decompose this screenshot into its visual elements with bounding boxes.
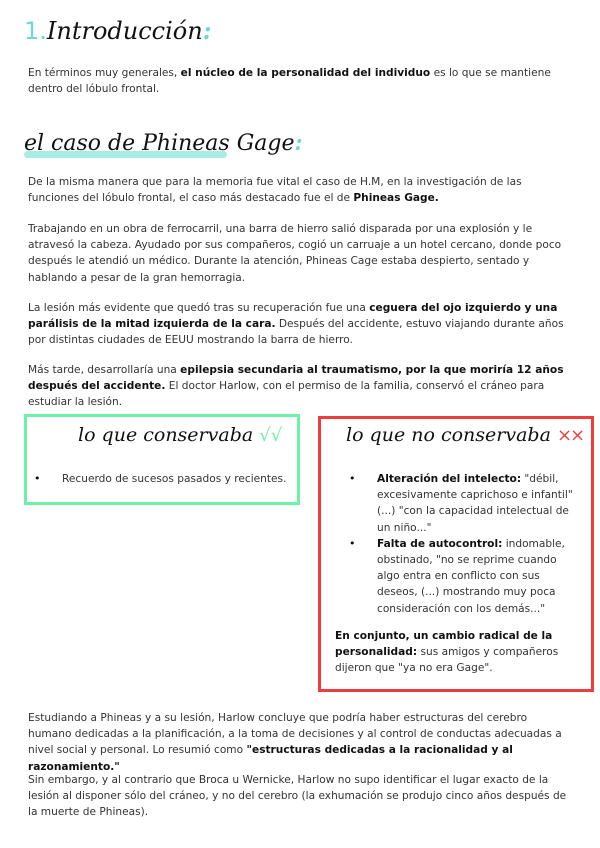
kept-box-title: lo que conservaba √√ [78, 424, 283, 446]
intro-paragraph: En términos muy generales, el núcleo de la personalidad del individuo es lo que se mantiene dentro del lóbulo frontal. [28, 67, 551, 96]
lost-list-item: • Alteración del intelecto: "débil, excesivamente caprichoso e infantil"(...) "con la capacidad intelectual de un niño..." [349, 472, 573, 534]
case-paragraph-2: Trabajando en un obra de ferrocarril, una barra de hierro salió disparada por una explosión y le atravesó la cabeza. Ayudado por sus compañeros, cogió un carruaje a un hotel cercano, donde poco después le atendió un médico. Durante la atención, Phineas Cage estaba despierto, sentado y hablando a pesar de la gran hemorragia. [28, 223, 562, 284]
lost-list-item: • Falta de autocontrol: indomable, obstinado, "no se reprime cuando algo entra en conflicto con sus deseos, (...) mostrando muy poca consideración con los demás..." [349, 536, 565, 615]
case-paragraph-1: De la misma manera que para la memoria fue vital el caso de H.M, en la investigación de las funciones del lóbulo frontal, el caso más destacado fue el de Phineas Gage. [28, 176, 522, 205]
section-1-colon: : [202, 16, 212, 45]
intro-bold: el núcleo de la personalidad del individuo [180, 67, 431, 79]
check-icon: √√ [259, 425, 283, 446]
section-2-colon: : [294, 130, 303, 156]
section-1-title: Introducción [46, 17, 203, 45]
bullet-icon: • [349, 536, 356, 550]
case-paragraph-3: La lesión más evidente que quedó tras su recuperación fue una ceguera del ojo izquierdo y una parálisis de la mitad izquierda de la cara. Después del accidente, estuvo viajando durante años por distintas ciudades de EEUU mostrando la barra de hierro. [28, 302, 564, 347]
kept-list [34, 471, 292, 487]
section-1-number: 1. [24, 17, 47, 45]
kept-list-item: • Recuerdo de sucesos pasados y recientes. [62, 471, 292, 487]
section-2-heading [24, 130, 303, 156]
section-1-heading [24, 16, 212, 45]
closing-paragraph-2: Sin embargo, y al contrario que Broca u Wernicke, Harlow no supo identificar el lugar exacto de la lesión al disponer sólo del cráneo, y no del cerebro (la exhumación se produjo cinco años después de la muerte de Phineas). [28, 774, 567, 819]
section-2-title: el caso de Phineas Gage [24, 131, 295, 156]
bullet-icon: • [349, 472, 356, 485]
case-paragraph-4: Más tarde, desarrollaría una epilepsia secundaria al traumatismo, por la que moriría 12 años después del accidente. El doctor Harlow, con el permiso de la familia, conservó el cráneo para estudiar la lesión. [28, 364, 564, 409]
bullet-icon: • [34, 472, 41, 485]
closing-paragraph-1: Estudiando a Phineas y a su lesión, Harlow concluye que podría haber estructuras del cerebro humano dedicadas a la planificación, a la toma de decisiones y al control de conductas adecuadas a nivel social y personal. Lo resumió como "estructuras dedicadas a la racionalidad y al razonamiento." [28, 712, 562, 773]
cross-icon: ×× [556, 425, 584, 446]
lost-list [349, 471, 577, 617]
lost-summary: En conjunto, un cambio radical de la personalidad: sus amigos y compañeros dijeron que "ya no era Gage". [335, 630, 559, 675]
lost-box-title: lo que no conservaba ×× [346, 424, 584, 446]
